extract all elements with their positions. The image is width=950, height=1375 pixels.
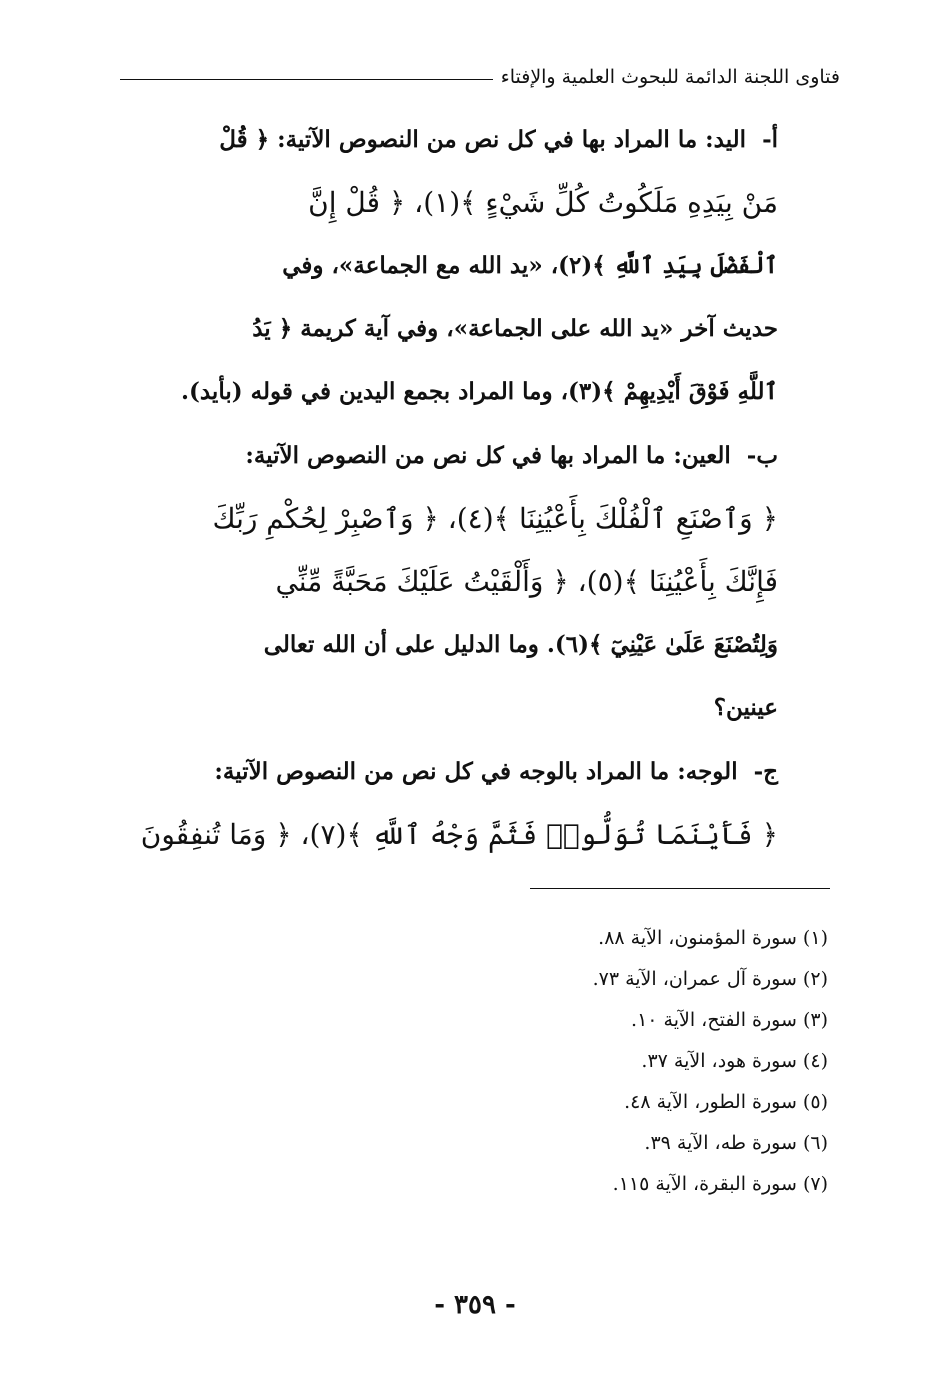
section-a-line-3: ٱلْفَضْلَ بِيَدِ ٱللَّهِ ﴾(٢)، «يد الله مع الجماعة»، وفي — [282, 252, 778, 279]
section-a-line-5: ٱللَّهِ فَوْقَ أَيْدِيهِمْ ﴾(٣)، وما المراد بجمع اليدين في قوله (بأيد). — [180, 378, 778, 405]
section-b — [168, 424, 778, 739]
section-c-text-1: الوجه: ما المراد بالوجه في كل نص من النصوص الآتية: — [214, 758, 738, 785]
running-title: فتاوى اللجنة الدائمة للبحوث العلمية والإفتاء — [500, 66, 840, 88]
section-b-label: ب- — [746, 442, 778, 469]
footnote-6: (٦) سورة طه، الآية ٣٩. — [644, 1132, 828, 1154]
section-b-line-3: فَإِنَّكَ بِأَعْيُنِنَا ﴾(٥)، ﴿ وَأَلْقَيْتُ عَلَيْكَ مَحَبَّةً مِّنِّي — [275, 565, 778, 598]
footnote-7: (٧) سورة البقرة، الآية ١١٥. — [612, 1173, 828, 1195]
footnote-separator — [530, 888, 830, 889]
section-a-line-2: مَنْ بِيَدِهِ مَلَكُوتُ كُلِّ شَيْءٍ ﴾(١)، ﴿ قُلْ إِنَّ — [308, 186, 778, 219]
section-b-line-4: وَلِتُصْنَعَ عَلَىٰ عَيْنِيٓ ﴾(٦). وما الدليل على أن الله تعالى — [263, 631, 778, 658]
section-a-line-4: حديث آخر «يد الله على الجماعة»، وفي آية كريمة ﴿ يَدُ — [252, 315, 778, 342]
section-b-line-1 — [168, 424, 778, 487]
running-header — [120, 58, 840, 88]
header-rule — [120, 79, 493, 80]
footnote-5: (٥) سورة الطور، الآية ٤٨. — [624, 1091, 828, 1113]
footnote-3: (٣) سورة الفتح، الآية ١٠. — [631, 1009, 828, 1031]
section-a-line-1 — [168, 108, 778, 171]
section-b-line-5: عينين؟ — [713, 694, 778, 721]
section-a-text-1: اليد: ما المراد بها في كل نص من النصوص الآتية: ﴿ قُلْ — [219, 126, 747, 153]
section-c-label: ج- — [753, 758, 778, 785]
footnote-2: (٢) سورة آل عمران، الآية ٧٣. — [592, 968, 828, 990]
section-c — [140, 740, 778, 866]
page-number: - ٣٥٩ - — [434, 1290, 516, 1320]
section-a — [168, 108, 778, 423]
section-c-line-1 — [168, 740, 778, 803]
footnotes — [428, 918, 828, 1205]
footnote-4: (٤) سورة هود، الآية ٣٧. — [641, 1050, 828, 1072]
section-b-text-1: العين: ما المراد بها في كل نص من النصوص الآتية: — [245, 442, 731, 469]
section-b-line-2: ﴿ وَٱصْنَعِ ٱلْفُلْكَ بِأَعْيُنِنَا ﴾(٤)، ﴿ وَٱصْبِرْ لِحُكْمِ رَبِّكَ — [212, 502, 778, 535]
section-c-line-2: ﴿ فَأَيْنَمَا تُوَلُّوا۟ فَثَمَّ وَجْهُ ٱللَّهِ ﴾(٧)، ﴿ وَمَا تُنفِقُونَ — [140, 818, 778, 851]
footnote-1: (١) سورة المؤمنون، الآية ٨٨. — [598, 927, 828, 949]
section-a-label: أ- — [762, 126, 778, 153]
